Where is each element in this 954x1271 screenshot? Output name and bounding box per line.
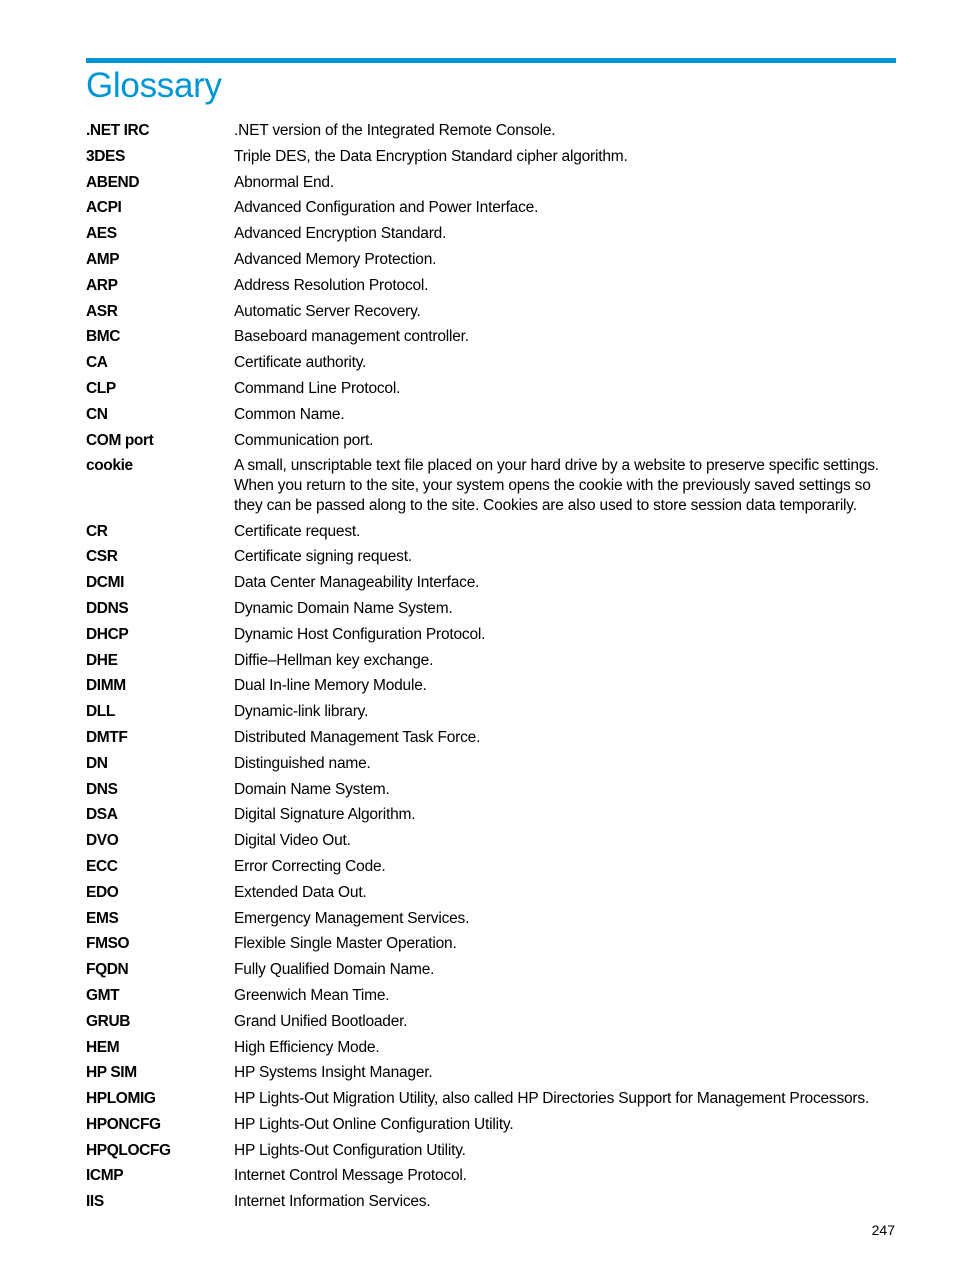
glossary-entry xyxy=(86,1089,901,1109)
glossary-definition: Address Resolution Protocol. xyxy=(234,276,429,294)
glossary-term: 3DES xyxy=(86,147,125,165)
glossary-term: EDO xyxy=(86,883,119,901)
glossary-entry xyxy=(86,431,901,451)
glossary-entry xyxy=(86,121,901,141)
glossary-term: CLP xyxy=(86,379,116,397)
glossary-entry xyxy=(86,1038,901,1058)
glossary-entry xyxy=(86,224,901,244)
glossary-entry xyxy=(86,676,901,696)
glossary-entry xyxy=(86,1166,901,1186)
glossary-term: GMT xyxy=(86,986,120,1004)
glossary-definition: HP Lights-Out Online Configuration Utility. xyxy=(234,1115,514,1133)
glossary-term: HP SIM xyxy=(86,1064,137,1082)
glossary-definition: Dual In-line Memory Module. xyxy=(234,677,427,695)
glossary-entry xyxy=(86,276,901,296)
glossary-definition: Distributed Management Task Force. xyxy=(234,728,481,746)
glossary-entry xyxy=(86,573,901,593)
glossary-definition: .NET version of the Integrated Remote Console. xyxy=(234,122,556,139)
glossary-entry xyxy=(86,522,901,542)
glossary-term: DHE xyxy=(86,651,118,669)
glossary-entry xyxy=(86,250,901,270)
glossary-entry xyxy=(86,547,901,567)
glossary-definition: Flexible Single Master Operation. xyxy=(234,935,457,953)
glossary-definition: Advanced Configuration and Power Interface. xyxy=(234,199,539,217)
glossary-term: HPLOMIG xyxy=(86,1090,156,1108)
glossary-term: CR xyxy=(86,522,108,540)
glossary-term: BMC xyxy=(86,328,121,346)
glossary-definition: Error Correcting Code. xyxy=(234,857,386,875)
glossary-definition: HP Systems Insight Manager. xyxy=(234,1064,433,1082)
glossary-definition: Dynamic-link library. xyxy=(234,703,369,721)
glossary-definition: Automatic Server Recovery. xyxy=(234,302,421,320)
glossary-entry xyxy=(86,986,901,1006)
glossary-entry xyxy=(86,780,901,800)
glossary-entry xyxy=(86,353,901,373)
glossary-term: ARP xyxy=(86,276,118,294)
glossary-definition: Common Name. xyxy=(234,405,345,423)
glossary-definition: Advanced Encryption Standard. xyxy=(234,225,447,243)
glossary-entry xyxy=(86,1063,901,1083)
glossary-term: CA xyxy=(86,354,108,372)
glossary-term: CSR xyxy=(86,548,118,566)
glossary-definition: Diffie–Hellman key exchange. xyxy=(234,651,434,669)
page-title: Glossary xyxy=(86,66,222,105)
glossary-definition: Extended Data Out. xyxy=(234,883,367,901)
page-number: 247 xyxy=(871,1222,895,1238)
glossary-term: CN xyxy=(86,405,108,423)
glossary-entry xyxy=(86,909,901,929)
glossary-term: FQDN xyxy=(86,961,129,979)
glossary-definition: Dynamic Domain Name System. xyxy=(234,599,453,617)
glossary-definition: HP Lights-Out Migration Utility, also called HP Directories Support for Management Processors. xyxy=(234,1090,870,1108)
glossary-term: HPONCFG xyxy=(86,1115,161,1133)
glossary-term: ACPI xyxy=(86,199,122,217)
glossary-definition: Distinguished name. xyxy=(234,754,371,772)
glossary-entry xyxy=(86,1141,901,1161)
glossary-term: cookie xyxy=(86,457,133,475)
glossary-term: FMSO xyxy=(86,935,130,953)
glossary-entry xyxy=(86,327,901,347)
glossary-term: ABEND xyxy=(86,173,140,191)
glossary-definition: Certificate request. xyxy=(234,522,361,540)
glossary-entry xyxy=(86,934,901,954)
glossary-term: AES xyxy=(86,225,117,243)
glossary-term: DSA xyxy=(86,806,118,824)
glossary-term: EMS xyxy=(86,909,119,927)
glossary-entry xyxy=(86,702,901,722)
glossary-definition: Fully Qualified Domain Name. xyxy=(234,961,435,979)
glossary-entry xyxy=(86,960,901,980)
glossary-term: DLL xyxy=(86,703,115,721)
glossary-definition: Domain Name System. xyxy=(234,780,390,798)
glossary-entry xyxy=(86,857,901,877)
glossary-definition: Advanced Memory Protection. xyxy=(234,250,437,268)
glossary-term: HEM xyxy=(86,1038,120,1056)
glossary-entry xyxy=(86,147,901,167)
glossary-definition: Command Line Protocol. xyxy=(234,379,401,397)
glossary-definition: Data Center Manageability Interface. xyxy=(234,574,480,592)
glossary-term: DMTF xyxy=(86,728,128,746)
glossary-definition: Certificate signing request. xyxy=(234,548,412,566)
glossary-term: COM port xyxy=(86,431,154,449)
glossary-entry xyxy=(86,405,901,425)
glossary-definition: Emergency Management Services. xyxy=(234,909,470,927)
glossary-entry xyxy=(86,456,901,515)
glossary-entry xyxy=(86,831,901,851)
glossary-entry xyxy=(86,379,901,399)
glossary-term: GRUB xyxy=(86,1012,131,1030)
glossary-term: HPQLOCFG xyxy=(86,1141,171,1159)
glossary-entry xyxy=(86,728,901,748)
glossary-list xyxy=(86,121,901,1218)
glossary-entry xyxy=(86,1115,901,1135)
glossary-entry xyxy=(86,302,901,322)
glossary-definition: Certificate authority. xyxy=(234,354,367,372)
glossary-definition: Communication port. xyxy=(234,431,374,449)
glossary-entry xyxy=(86,198,901,218)
glossary-entry xyxy=(86,173,901,193)
glossary-definition: Dynamic Host Configuration Protocol. xyxy=(234,625,486,643)
glossary-definition: High Efficiency Mode. xyxy=(234,1038,380,1056)
glossary-definition: Abnormal End. xyxy=(234,173,334,191)
glossary-entry xyxy=(86,651,901,671)
glossary-term: DHCP xyxy=(86,625,129,643)
glossary-definition: Internet Control Message Protocol. xyxy=(234,1167,467,1185)
glossary-definition: Internet Information Services. xyxy=(234,1193,431,1211)
glossary-term: ECC xyxy=(86,857,118,875)
glossary-definition: Grand Unified Bootloader. xyxy=(234,1012,408,1030)
glossary-definition: HP Lights-Out Configuration Utility. xyxy=(234,1141,466,1159)
glossary-term: ASR xyxy=(86,302,118,320)
glossary-definition: Baseboard management controller. xyxy=(234,328,469,346)
glossary-entry xyxy=(86,1192,901,1212)
glossary-term: ICMP xyxy=(86,1167,124,1185)
glossary-definition: Triple DES, the Data Encryption Standard cipher algorithm. xyxy=(234,147,628,165)
glossary-term: DNS xyxy=(86,780,118,798)
glossary-term: AMP xyxy=(86,250,120,268)
glossary-definition: Digital Signature Algorithm. xyxy=(234,806,416,824)
glossary-term: DCMI xyxy=(86,574,125,592)
glossary-definition: Greenwich Mean Time. xyxy=(234,986,390,1004)
glossary-term: .NET IRC xyxy=(86,122,150,139)
glossary-entry xyxy=(86,883,901,903)
glossary-definition: Digital Video Out. xyxy=(234,832,351,850)
glossary-entry xyxy=(86,599,901,619)
glossary-entry xyxy=(86,754,901,774)
glossary-entry xyxy=(86,625,901,645)
glossary-term: DVO xyxy=(86,832,119,850)
glossary-definition: A small, unscriptable text file placed on your hard drive by a website to preserve specific settings. When you return to the site, your system opens the cookie with the previously saved settings so they can be passed along to the site. Cookies are also used to store session data temporarily. xyxy=(234,457,879,514)
glossary-term: DIMM xyxy=(86,677,126,695)
glossary-entry xyxy=(86,805,901,825)
glossary-term: DN xyxy=(86,754,108,772)
glossary-entry xyxy=(86,1012,901,1032)
glossary-term: IIS xyxy=(86,1193,104,1211)
glossary-term: DDNS xyxy=(86,599,129,617)
